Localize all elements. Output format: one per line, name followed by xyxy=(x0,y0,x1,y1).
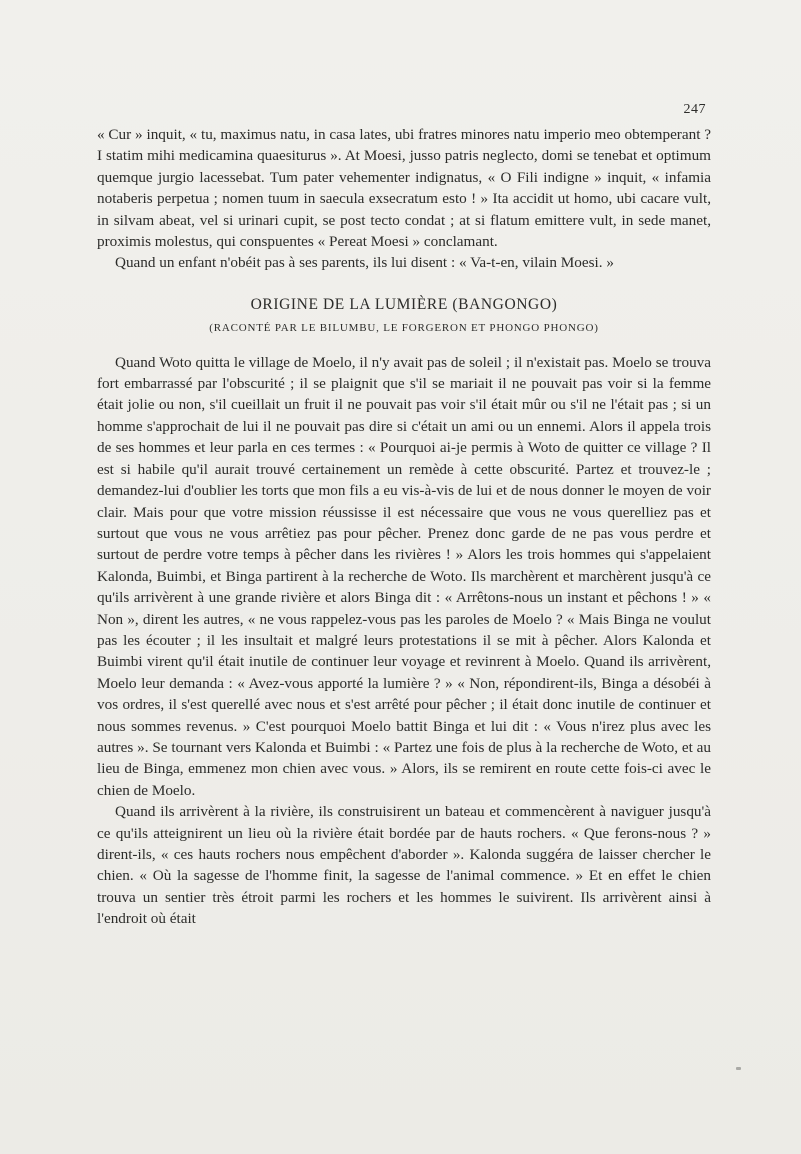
page-number: 247 xyxy=(683,102,706,117)
section-subtitle: (RACONTÉ PAR LE BILUMBU, LE FORGERON ET PHONGO PHONGO) xyxy=(209,322,599,335)
story-paragraph-2: Quand ils arrivèrent à la rivière, ils construisirent un bateau et commencèrent à naviguer jusqu'à ce qu'ils atteignirent un lieu où la rivière était bordée par de hauts rochers. « Que ferons-nous ? » dirent-ils, « ces hauts rochers nous empêchent d'aborder ». Kalonda suggéra de laisser chercher le chien. « Où la sagesse de l'homme finit, la sagesse de l'animal commence. » Et en effet le chien trouva un sentier très étroit parmi les rochers et les hommes le suivirent. Ils arrivèrent ainsi à l'endroit où était xyxy=(97,803,711,928)
page-scan-mark xyxy=(736,1067,741,1070)
page-text xyxy=(97,124,711,930)
section-title: ORIGINE DE LA LUMIÈRE (BANGONGO) xyxy=(250,295,558,313)
latin-paragraph: « Cur » inquit, « tu, maximus natu, in casa lates, ubi fratres minores natu imperio meo obtemperant ? I statim mihi medicamina quaesiturus ». At Moesi, jusso patris neglecto, domi se tenebat et optimum quemque jurgio lacessebat. Tum pater vehementer indignatus, « O Fili indigne » inquit, « infamia notaberis perpetua ; nomen tuum in saecula exsecratum esto ! » Ita accidit ut homo, ubi cacare vult, in silvam abeat, vel si urinari cupit, se post tecto condat ; at si flatum emittere vult, in sede manet, proximis molestus, qui conspuentes « Pereat Moesi » conclamant. xyxy=(97,126,711,251)
french-summary-paragraph: Quand un enfant n'obéit pas à ses parents, ils lui disent : « Va-t-en, vilain Moesi. » xyxy=(115,254,614,272)
story-paragraph-1: Quand Woto quitta le village de Moelo, il n'y avait pas de soleil ; il n'existait pas. Moelo se trouva fort embarrassé par l'obscurité ; il se plaignit que s'il se mariait il ne pouvait pas voir si la femme était jolie ou non, s'il cueillait un fruit il ne pouvait pas voir s'il était mûr ou s'il ne l'était pas ; si un homme s'approchait de lui il ne pouvait pas dire si c'était un ami ou un ennemi. Alors il appela trois de ses hommes et leur parla en ces termes : « Pourquoi ai-je permis à Woto de quitter ce village ? Il est si habile qu'il aurait trouvé certainement un remède à cette obscurité. Partez et trouvez-le ; demandez-lui d'oublier les torts que mon fils a eu vis-à-vis de lui et de nous donner le moyen de voir clair. Mais pour que votre mission réussisse il est nécessaire que vous ne vous querelliez pas et surtout que vous ne vous arrêtiez pas pour pêcher. Prenez donc garde de ne pas vous perdre et surtout de perdre votre temps à pêcher dans les rivières ! » Alors les trois hommes qui s'appelaient Kalonda, Buimbi, et Binga partirent à la recherche de Woto. Ils marchèrent et marchèrent jusqu'à ce qu'ils arrivèrent à une grande rivière et alors Binga dit : « Arrêtons-nous un instant et pêchons ! » « Non », dirent les autres, « ne vous rappelez-vous pas les paroles de Moelo ? « Mais Binga ne voulut pas les écouter ; il les insultait et malgré leurs protestations il se mit à pêcher. Alors Kalonda et Buimbi virent qu'il était inutile de continuer leur voyage et revinrent à Moelo. Quand ils arrivèrent, Moelo leur demanda : « Avez-vous apporté la lumière ? » « Non, répondirent-ils, Binga a désobéi à vos ordres, il s'est querellé avec nous et s'est arrêté pour pêcher ; il était donc inutile de continuer et nous sommes revenus. » C'est pourquoi Moelo battit Binga et lui dit : « Vous n'irez plus avec les autres ». Se tournant vers Kalonda et Buimbi : « Partez une fois de plus à la recherche de Woto, et au lieu de Binga, emmenez mon chien avec vous. » Alors, ils se remirent en route cette fois-ci avec le chien de Moelo. xyxy=(97,353,711,799)
